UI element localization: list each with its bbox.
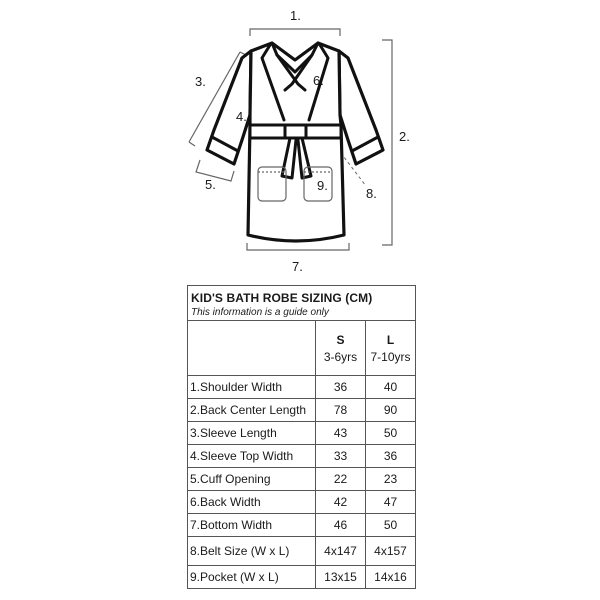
row-value-l: 14x16 (366, 566, 416, 589)
row-value-l: 40 (366, 376, 416, 399)
size-s-age: 3-6yrs (323, 349, 358, 364)
table-subtitle: This information is a guide only (191, 307, 329, 318)
table-row (188, 514, 416, 537)
row-value-s: 22 (316, 468, 366, 491)
back-length-line (382, 40, 392, 245)
row-label: 3.Sleeve Length (188, 422, 316, 445)
size-s-header (316, 321, 366, 376)
row-value-l: 4x157 (366, 537, 416, 566)
row-label: 8.Belt Size (W x L) (188, 537, 316, 566)
sizing-table (187, 285, 416, 589)
row-label: 1.Shoulder Width (188, 376, 316, 399)
row-value-s: 13x15 (316, 566, 366, 589)
row-value-l: 90 (366, 399, 416, 422)
row-value-s: 46 (316, 514, 366, 537)
header-blank-cell (188, 321, 316, 376)
size-l-age: 7-10yrs (370, 349, 411, 364)
table-row (188, 537, 416, 566)
row-value-l: 50 (366, 514, 416, 537)
shoulder-width-line (250, 29, 340, 36)
marker-5: 5. (205, 177, 216, 192)
row-label: 6.Back Width (188, 491, 316, 514)
marker-6: 6. (313, 73, 324, 88)
row-label: 9.Pocket (W x L) (188, 566, 316, 589)
table-row (188, 468, 416, 491)
marker-1: 1. (290, 8, 301, 23)
row-value-s: 42 (316, 491, 366, 514)
row-label: 2.Back Center Length (188, 399, 316, 422)
table-title: KID'S BATH ROBE SIZING (CM) (191, 291, 373, 305)
size-s-letter: S (336, 332, 345, 347)
row-value-l: 36 (366, 445, 416, 468)
row-label: 4.Sleeve Top Width (188, 445, 316, 468)
table-row (188, 376, 416, 399)
table-row (188, 445, 416, 468)
marker-2: 2. (399, 129, 410, 144)
marker-3: 3. (195, 74, 206, 89)
row-value-l: 23 (366, 468, 416, 491)
table-row (188, 491, 416, 514)
table-row (188, 566, 416, 589)
marker-4: 4. (236, 109, 247, 124)
table-row (188, 399, 416, 422)
marker-8: 8. (366, 186, 377, 201)
marker-9: 9. (317, 178, 328, 193)
row-value-s: 36 (316, 376, 366, 399)
robe-diagram (0, 0, 600, 285)
size-header-row (188, 321, 416, 376)
bottom-width-line (247, 243, 349, 250)
row-value-l: 50 (366, 422, 416, 445)
row-value-l: 47 (366, 491, 416, 514)
table-title-cell (188, 286, 416, 321)
row-label: 7.Bottom Width (188, 514, 316, 537)
marker-7: 7. (292, 259, 303, 274)
size-l-letter: L (386, 332, 395, 347)
row-value-s: 33 (316, 445, 366, 468)
row-value-s: 78 (316, 399, 366, 422)
table-row (188, 422, 416, 445)
row-label: 5.Cuff Opening (188, 468, 316, 491)
row-value-s: 4x147 (316, 537, 366, 566)
size-l-header (366, 321, 416, 376)
row-value-s: 43 (316, 422, 366, 445)
